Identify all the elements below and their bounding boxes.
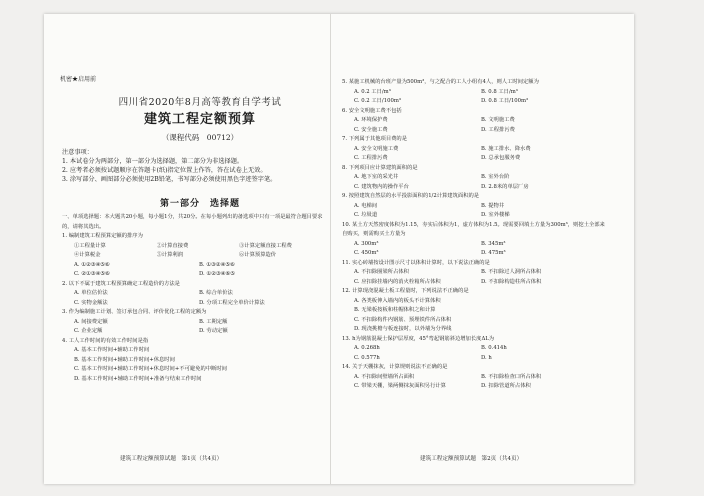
option-a: A. 电梯间 [354,202,378,209]
option-c: C. ②①③④⑤⑥ [74,271,110,277]
option-c: C. 安全施工费 [354,126,388,133]
exam-title: 四川省2020年8月高等教育自学考试 [118,97,282,108]
course-code: （课程代码 00712） [161,133,239,142]
left-column [62,213,324,384]
option-a: A. 单位估价法 [74,290,108,296]
option-d: D. h [481,354,492,361]
question-stem: 11. 实心砖墙按设计图示尺寸以体积计算时，以下说法正确的是 [342,259,490,266]
option-d: D. 2.8米的单层厂房 [481,183,529,190]
option-b: B. 综合单价法 [199,290,233,296]
answer-options [342,297,608,335]
page-fold-line [330,14,331,484]
question-stem: 4. 工人工作时间的有效工作时间是指 [62,337,149,344]
item: ④计算税金 [74,252,101,258]
answer-options [342,344,608,363]
option-d: D. 分项工程完全单价计算法 [199,299,265,306]
option-a: A. 0.2 工日/m³ [354,88,391,95]
item: ⑤计算利润 [156,252,183,258]
option-a: A. 地下室的采光井 [354,174,399,180]
option-d: D. 基本工作时间+辅助工作时间+准备与结束工作时间 [74,375,202,382]
option-a: A. ①②③④⑤⑥ [74,261,110,268]
answer-options [342,202,608,221]
option-d: D. 工程排污费 [481,126,515,133]
question-stem: 14. 关于天棚抹灰，计算规则说法不正确的是 [342,364,448,370]
answer-options [342,116,608,135]
notice-line: 注意事项： [62,149,93,156]
option-c: C. 工程排污费 [354,155,388,161]
option-c: C. 应扣除挂墙内的消火栓箱所占体积 [354,278,441,285]
item: ⑥计算预算造价 [239,252,277,258]
option-a: A. 基本工作时间+辅助工作时间 [74,347,150,353]
question-stem: 12. 计算现浇混凝土板工程量时，下列说法不正确的是 [342,288,469,294]
option-c: C. 实物金额法 [74,299,108,306]
option-c: C. 带梁天棚，梁两侧抹灰面积另行计算 [354,383,446,389]
item: ③计算定额直接工程费 [239,242,292,249]
option-b: B. 0.8 工日/m³ [481,88,518,95]
notice-line: 3. 涂写部分、画图部分必须使用2B铅笔，书写部分必须使用黑色字迹签字笔。 [62,176,277,183]
question-stem: 9. 按照建筑自然层的水平投影面积的1/2计算建筑面积的是 [342,193,480,199]
subject-title: 建筑工程定额预算 [143,112,256,127]
option-b: B. 基本工作时间+辅助工作时间+休息时间 [74,356,175,363]
answer-options [62,346,324,384]
question-stem: 5. 某施工机械的台班产量为500m³，与之配合的工人小组有4人，则人工时间定额为 [342,79,539,85]
question-stem: 3. 作为编制施工计划、签订承包合同、评价优化工程的定额为 [62,309,207,315]
answer-options [342,268,608,287]
option-c: C. 不扣除构件内钢筋、预埋铁件所占体积 [354,316,452,323]
answer-options [342,88,608,107]
option-c: C. 垃圾道 [354,212,378,218]
option-b: B. 文明施工费 [481,117,515,123]
option-a: A. 不扣除间壁墙所占面积 [354,373,415,380]
question-stem: 8. 下列项目应计算建筑面积的是 [342,164,418,171]
option-c: C. 0.577h [354,354,380,361]
question-stem: 2. 以下不属于建筑工程预算确定工程造价的方法是 [62,280,180,287]
question-stem: 6. 安全文明施工费不包括 [342,107,402,114]
option-d: D. 总承包服务费 [481,155,521,161]
option-b: B. 提物井 [481,202,505,209]
answer-options [342,145,608,164]
option-d: D. 劳动定额 [199,328,228,334]
option-a: A. 300m³ [354,240,379,247]
option-b: B. 施工排水、降水费 [481,145,531,152]
section-intro: 一、单项选择题：本大题共20小题，每小题1分，共20分。在每小题列出的备选项中只有一项是最符合题目要求的，请将其选出。 [62,214,323,230]
option-d: D. 475m³ [481,250,506,256]
option-a: A. 各类板伸入墙内的板头不计算体积 [354,297,441,304]
secret-label: 机密★启用前 [60,76,97,83]
option-d: D. 现浇挑檐与板连接时，以外墙为分界线 [354,326,452,332]
option-d: D. 室外楼梯 [481,212,510,218]
option-a: A. 间接费定额 [74,318,108,325]
option-c: C. 建筑物内的操作平台 [354,183,409,190]
option-d: D. ①②③④⑥⑤ [199,271,235,277]
option-d: D. 0.8 工日/100m³ [481,98,529,104]
answer-options [62,261,324,280]
page-footer-left: 建筑工程定额预算试题 第1页（共4页） [120,456,223,462]
answer-options [342,173,608,192]
question-stem: 10. 某土方天然密度体积为1.15，夯实后体积为1，虚方体积为1.5。现需要回填土方量为300m³，则挖土全部来自购买，则需购买土方量为 [342,221,605,237]
answer-options [342,373,608,392]
question-items [62,242,324,261]
page-footer-right: 建筑工程定额预算试题 第2页（共4页） [420,456,523,462]
option-b: B. 不扣除过人洞所占体积 [481,269,542,275]
item: ②计算直接费 [156,242,189,249]
answer-options [342,240,608,259]
option-b: B. 不扣除检查口所占体积 [481,373,542,380]
option-d: D. 不扣除构造柱所占体积 [481,278,542,285]
option-c: C. 企业定额 [74,328,103,334]
answer-options [62,318,324,337]
option-a: A. 环境保护费 [354,117,388,123]
answer-options [62,289,324,308]
option-a: A. 不扣除圈梁所占体积 [354,269,409,275]
question-stem: 1. 编制建筑工程预算定额的排序为 [62,233,143,239]
question-stem: 7. 下列属于其他项目费的是 [342,136,408,142]
option-c: C. 0.2 工日/100m³ [354,98,401,104]
option-b: B. ①③②④⑤⑥ [199,261,235,268]
option-c: C. 基本工作时间+辅助工作时间+休息时间+不可避免的中断时间 [74,366,227,372]
option-b: B. 0.414h [481,345,507,351]
item: ①工程量计算 [74,242,106,249]
option-b: B. 无梁板按板和柱帽体积之和计算 [354,307,436,313]
question-stem: 13. h为钢筋混凝土保护层厚度，45°弯起钢筋斜边增加长度ΔL为 [342,335,495,342]
part-title: 第一部分 选择题 [159,199,240,209]
option-c: C. 450m³ [354,250,379,256]
option-b: B. 345m³ [481,240,506,247]
notice-line: 1. 本试卷分为两部分，第一部分为选择题，第二部分为非选择题。 [62,158,244,165]
option-b: B. 室外台阶 [481,174,510,180]
option-d: D. 扣除管道所占体积 [481,383,531,389]
right-column [342,78,608,392]
notice-line: 2. 应考者必须按试题顺序在答题卡(纸)指定位置上作答，答在试卷上无效。 [62,167,267,174]
option-a: A. 安全文明施工费 [354,145,399,152]
option-a: A. 0.268h [354,345,380,351]
option-b: B. 工期定额 [199,318,228,325]
notice-block [62,148,322,184]
